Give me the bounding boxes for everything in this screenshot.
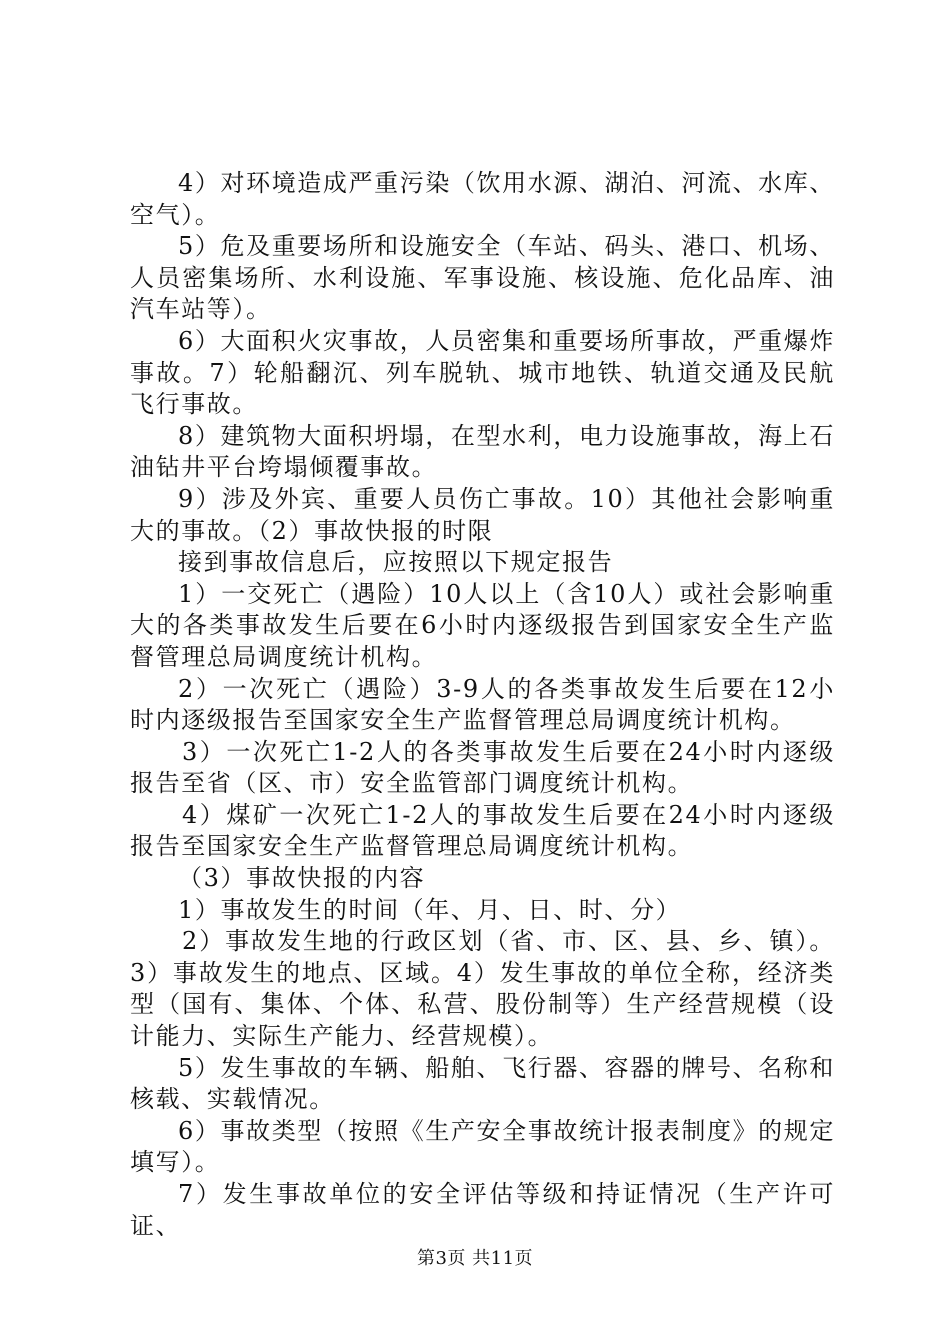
paragraph-item-5-facility-safety: 5）危及重要场所和设施安全（车站、码头、港口、机场、人员密集场所、水利设施、军事设施、核设施、危化品库、油汽车站等）。 [130, 232, 835, 324]
paragraph-item-6-7-fire-transport: 6）大面积火灾事故，人员密集和重要场所事故，严重爆炸事故。7）轮船翻沉、列车脱轨、城市地铁、轨道交通及民航飞行事故。 [130, 326, 835, 419]
paragraph-content-7-assessment: 7）发生事故单位的安全评估等级和持证情况（生产许可证、 [130, 1180, 835, 1240]
paragraph-item-9-10-foreign-guests: 9）涉及外宾、重要人员伤亡事故。10）其他社会影响重大的事故。（2）事故快报的时限 [130, 484, 835, 545]
paragraph-item-4-pollution: 4）对环境造成严重污染（饮用水源、湖泊、河流、水库、空气）。 [130, 169, 835, 229]
paragraph-rule-1: 1）一交死亡（遇险）10人以上（含10人）或社会影响重大的各类事故发生后要在6小时内逐级报告到国家安全生产监督管理总局调度统计机构。 [130, 579, 835, 671]
paragraph-rule-3: 3）一次死亡1-2人的各类事故发生后要在24小时内逐级报告至省（区、市）安全监管部门调度统计机构。 [130, 737, 835, 798]
document-body [130, 168, 835, 1242]
paragraph-rule-4: 4）煤矿一次死亡1-2人的事故发生后要在24小时内逐级报告至国家安全生产监督管理总局调度统计机构。 [130, 800, 835, 861]
paragraph-content-1-time: 1）事故发生的时间（年、月、日、时、分） [178, 895, 682, 924]
paragraph-content-2-4-location-unit: 2）事故发生地的行政区划（省、市、区、县、乡、镇）。3）事故发生的地点、区域。4）发生事故的单位全称，经济类型（国有、集体、个体、私营、股份制等）生产经营规模（设计能力、实际生产能力、经营规模）。 [130, 927, 835, 1051]
paragraph-report-rules-intro: 接到事故信息后，应按照以下规定报告 [178, 548, 614, 577]
page-number-footer: 第3页 共11页 [416, 1248, 534, 1269]
section-heading-report-content: （3）事故快报的内容 [178, 864, 426, 893]
paragraph-content-6-type: 6）事故类型（按照《生产安全事故统计报表制度》的规定填写）。 [130, 1116, 835, 1177]
paragraph-rule-2: 2）一次死亡（遇险）3-9人的各类事故发生后要在12小时内逐级报告至国家安全生产监督管理总局调度统计机构。 [130, 674, 835, 735]
paragraph-content-5-vehicles: 5）发生事故的车辆、船舶、飞行器、容器的牌号、名称和核载、实载情况。 [130, 1053, 835, 1114]
paragraph-item-8-collapse: 8）建筑物大面积坍塌，在型水利，电力设施事故，海上石油钻井平台垮塌倾覆事故。 [130, 421, 835, 482]
